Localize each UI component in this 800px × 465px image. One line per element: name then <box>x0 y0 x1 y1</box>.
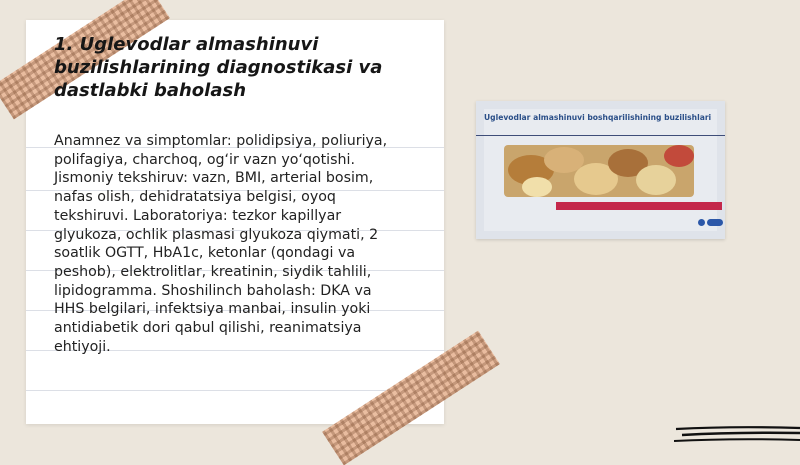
food-image <box>504 145 694 197</box>
slide-thumbnail-rule <box>476 135 725 136</box>
slide-thumbnail-title: Uglevodlar almashinuvi boshqarilishining buzilishlari <box>484 113 712 122</box>
slide-thumbnail[interactable] <box>476 101 725 239</box>
note-rule <box>26 390 444 391</box>
decorative-lines <box>674 420 800 450</box>
section-title: 1. Uglevodlar almashinuvi buzilishlarining diagnostikasi va dastlabki baholash <box>54 34 383 101</box>
slide-thumbnail-dot <box>698 219 705 226</box>
section-body: Anamnez va simptomlar: polidipsiya, poliuriya, polifagiya, charchoq, og‘ir vazn yo‘qotishi. Jismoniy tekshiruv: vazn, BMI, arterial bosim, nafas olish, dehidratatsiya belgisi, oyoq tekshiruvi. Laboratoriya: tezkor kapillyar glyukoza, ochlik plasmasi glyukoza qiymati, 2 soatlik OGTT, HbA1c, ketonlar (qondagi va peshob), elektrolitlar, kreatinin, siydik tahlili, lipidogramma. Shoshilinch baholash: DKA va HHS belgilari, infektsiya manbai, insulin yoki antidiabetik dori qabul qilishi, reanimatsiya ehtiyoji. <box>54 133 388 355</box>
slide-thumbnail-dot <box>707 219 723 226</box>
slide-thumbnail-accent-band <box>556 202 722 210</box>
